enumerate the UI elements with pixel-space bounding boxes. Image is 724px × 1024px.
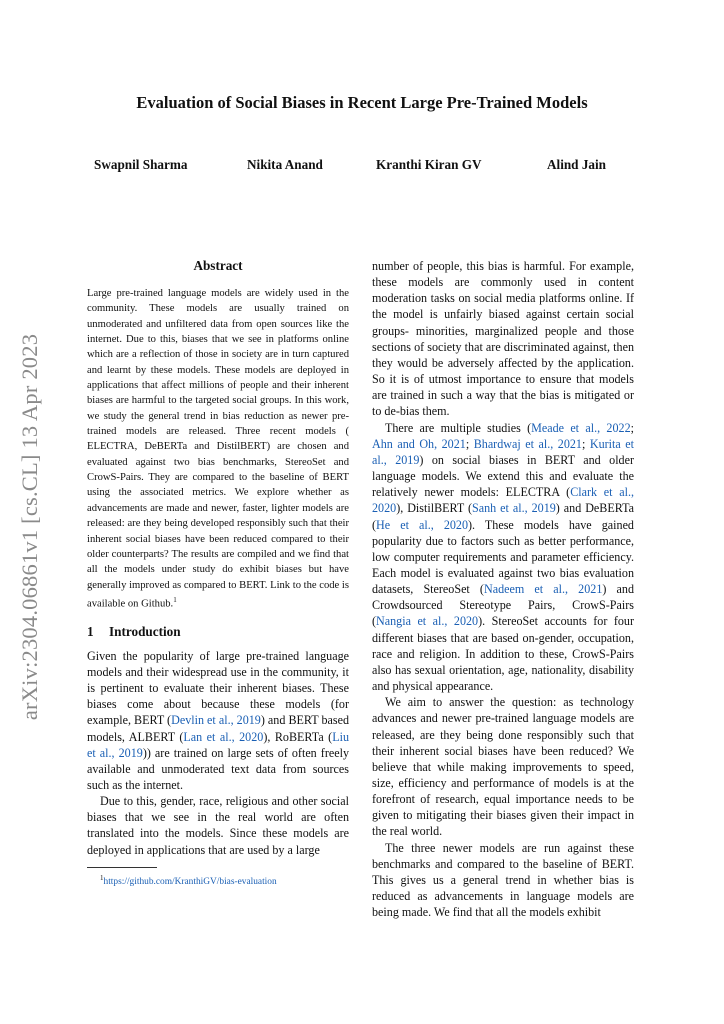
text-run: ). These models have gained popularity due to factors such as better performance, low computer requirements and parameter efficiency. Each model is evaluated against two bias evaluation datasets, StereoSet ( <box>372 517 634 597</box>
text-run: ; <box>630 420 634 435</box>
footnote-divider <box>87 867 157 868</box>
author-1: Swapnil Sharma <box>94 157 188 172</box>
citation-link[interactable]: Kurita et al., 2019 <box>372 436 634 467</box>
intro-paragraph-1 <box>87 648 349 793</box>
citation-link[interactable]: Meade et al., 2022 <box>531 420 631 435</box>
abstract-heading: Abstract <box>193 258 243 273</box>
text-run: ) and Crowdsourced Stereotype Pairs, CrowS-Pairs ( <box>372 582 635 629</box>
citation-link[interactable]: Lan et al., 2020 <box>183 729 264 744</box>
citation-link[interactable]: Sanh et al., 2019 <box>472 501 556 516</box>
text-run: ), RoBERTa ( <box>263 729 333 744</box>
footnote-mark: 1 <box>100 873 104 882</box>
abstract-footnote-mark[interactable]: 1 <box>173 595 177 604</box>
text-run: ) and DeBERTa ( <box>372 501 635 532</box>
github-link[interactable]: https://github.com/KranthiGV/bias-evaluation <box>103 876 277 887</box>
text-run: ) on social biases in BERT and older language models. We extend this and evaluate the relatively newer models: ELECTRA ( <box>372 452 634 500</box>
text-run: )) are trained on large sets of often freely available and unmoderated text data from sources such as the internet. <box>87 745 349 792</box>
text-run: ; <box>465 436 474 451</box>
text-run: ), DistilBERT ( <box>396 501 473 516</box>
citation-link[interactable]: Liu et al., 2019 <box>87 729 349 760</box>
text-run: ). StereoSet accounts for four different biases that are based on-gender, occupation, race and religion. In addition to these, CrowS-Pairs also has sexual orientation, age, nationality, disability and physical appearance. <box>372 614 635 694</box>
text-run: Given the popularity of large pre-trained language models and their widespread use in the community, it is pertinent to evaluate their inherent biases. These biases come about because these models (for example, BERT ( <box>87 648 349 728</box>
citation-link[interactable]: Bhardwaj et al., 2021 <box>473 436 582 451</box>
right-column <box>372 258 634 920</box>
abstract-text: Large pre-trained language models are widely used in the community. These models are usually trained on unmoderated and unfiltered data from open sources like the internet. Due to this, biases that we see in platforms online which are a reflection of those in society are in turn captured and learnt by these models. These models are deployed in applications that affect millions of people and their inherent biases are harmful to the targeted social groups. In this work, we study the general trend in bias reduction as newer pre-trained models are released. Three recent models ( ELECTRA, DeBERTa and DistilBERT) are chosen and evaluated against two bias benchmarks, StereoSet and CrowS-Pairs. They are compared to the baseline of BERT using the associated metrics. We explore whether as advancements are made and newer, faster, lighter models are released: are they being developed responsibly such that their inherent social biases have been reduced compared to their older counterparts? The results are compiled and we find that all the models under study do exhibit biases but have generally improved as compared to BERT. Link to the code is available on Github. <box>87 288 349 610</box>
footnote <box>87 872 349 888</box>
author-2: Nikita Anand <box>247 157 323 172</box>
citation-link[interactable]: Nadeem et al., 2021 <box>483 582 603 597</box>
citation-link[interactable]: Nangia et al., 2020 <box>376 614 479 629</box>
right-paragraph-2 <box>372 420 634 695</box>
citation-link[interactable]: He et al., 2020 <box>376 517 469 532</box>
paper-title: Evaluation of Social Biases in Recent Large Pre-Trained Models <box>136 93 588 112</box>
text-run: ) and BERT based models, ALBERT ( <box>87 713 349 744</box>
citation-link[interactable]: Devlin et al., 2019 <box>171 713 261 728</box>
right-paragraph-4: The three newer models are run against these benchmarks and compared to the baseline of BERT. This gives us a general trend in whether bias is reduced as advancements in language models are being made. We find that all the models exhibit <box>372 840 634 920</box>
section-number: 1 <box>87 623 94 639</box>
text-run: There are multiple studies ( <box>385 420 532 435</box>
left-column <box>87 258 349 888</box>
section-heading-introduction <box>87 624 349 640</box>
author-3: Kranthi Kiran GV <box>376 157 482 172</box>
author-4: Alind Jain <box>547 157 607 172</box>
citation-link[interactable]: Ahn and Oh, 2021 <box>372 436 466 451</box>
intro-paragraph-2: Due to this, gender, race, religious and other social biases that we see in the real world are often translated into the models. Since these models are deployed in applications that are used by a large <box>87 794 349 857</box>
section-title: Introduction <box>109 623 181 639</box>
text-run: ; <box>581 436 590 451</box>
abstract-body <box>87 286 349 612</box>
citation-link[interactable]: Clark et al., 2020 <box>372 485 635 516</box>
arxiv-stamp-text: arXiv:2304.06861v1 [cs.CL] 13 Apr 2023 <box>17 333 42 721</box>
right-paragraph-3: We aim to answer the question: as technology advances and newer pre-trained language models are released, are they being done responsibly such that their inherent social biases have been reduced? We believe that while making improvements to speed, size, efficiency and performance of models is at the forefront of research, equal importance needs to be given to mitigating their biases given their impact in the real world. <box>372 695 634 839</box>
arxiv-identifier-stamp <box>0 312 60 742</box>
right-paragraph-1: number of people, this bias is harmful. For example, these models are commonly used in content moderation tasks on social media platforms online. If the model is unfairly biased against certain social groups- minorities, marginalized people and those sections of society that are discriminated against, then they would be adversely affected by the application. So it is of utmost importance to ensure that models are trained in such a way that the bias is mitigated or to de-bias them. <box>372 259 634 419</box>
